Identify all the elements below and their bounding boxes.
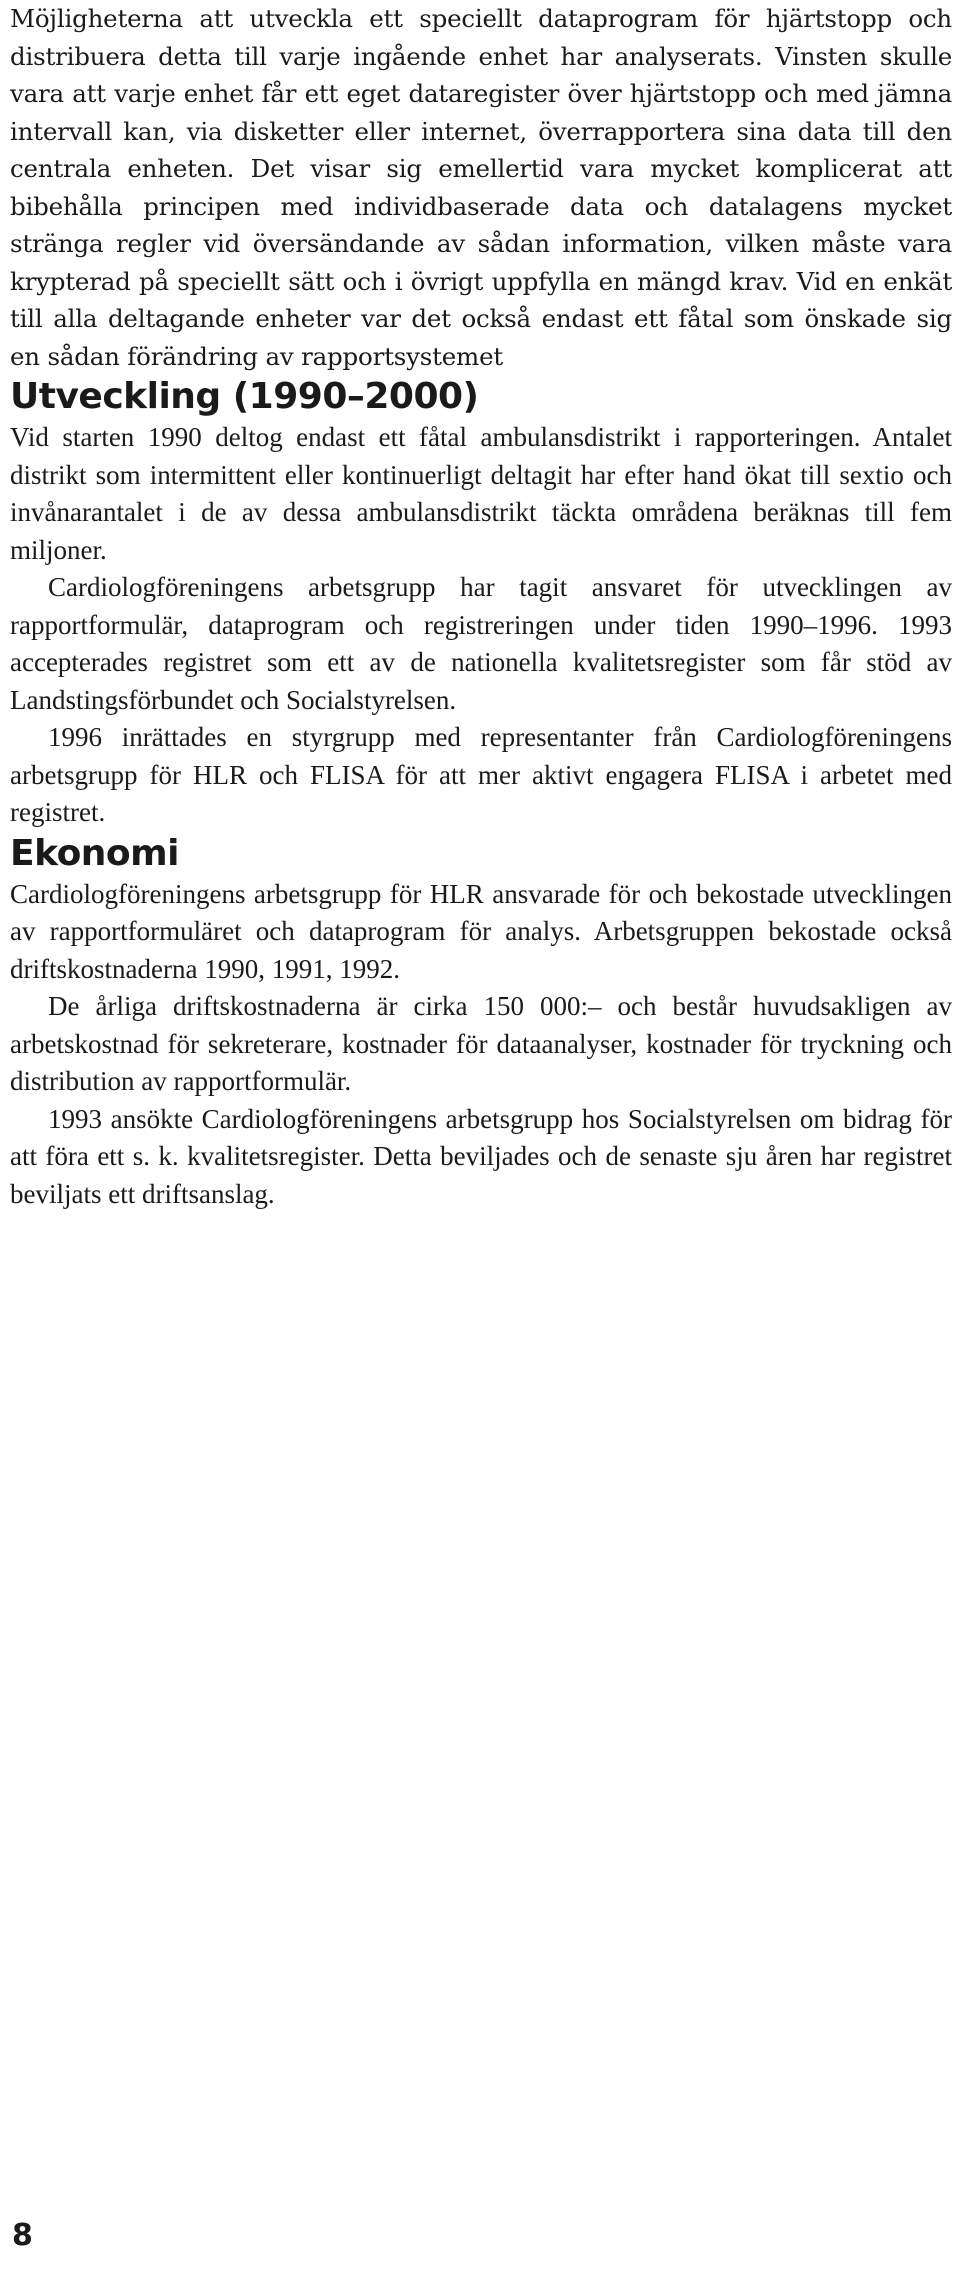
ekonomi-paragraph-3: 1993 ansökte Cardiologföreningens arbetsgrupp hos Socialstyrelsen om bidrag för att föra ett s. k. kvalitetsregister. Detta beviljades och de senaste sju åren har registret beviljats ett driftsanslag. <box>10 1103 952 1209</box>
ekonomi-paragraph-1: Cardiologföreningens arbetsgrupp för HLR ansvarade för och bekostade utvecklingen av rapportformuläret och dataprogram för analys. Arbetsgruppen bekostade också driftskostnaderna 1990, 1991, 1992. <box>10 878 952 984</box>
section-heading-ekonomi: Ekonomi <box>10 832 180 874</box>
intro-paragraph: Möjligheterna att utveckla ett speciellt dataprogram för hjärtstopp och distribuera detta till varje ingående enhet har analyserats. Vinsten skulle vara att varje enhet får ett eget dataregister över hjärtstopp och med jämna intervall kan, via disketter eller internet, överrapportera sina data till den centrala enheten. Det visar sig emellertid vara mycket komplicerat att bibehålla principen med individbaserade data och datalagens mycket stränga regler vid översändande av sådan information, vilken måste vara krypterad på speciellt sätt och i övrigt uppfylla en mängd krav. Vid en enkät till alla deltagande enheter var det också endast ett fåtal som önskade sig en sådan förändring av rapportsystemet <box>10 4 952 371</box>
document-page <box>10 0 952 1213</box>
page-number: 8 <box>12 2218 33 2253</box>
utveckling-paragraph-2: Cardiologföreningens arbetsgrupp har tagit ansvaret för utvecklingen av rapportformulär, dataprogram och registreringen under tiden 1990–1996. 1993 accepterades registret som ett av de nationella kvalitetsregister som får stöd av Landstingsförbundet och Socialstyrelsen. <box>10 572 952 715</box>
utveckling-paragraph-3: 1996 inrättades en styrgrupp med representanter från Cardiologföreningens arbetsgrupp för HLR och FLISA för att mer aktivt engagera FLISA i arbetet med registret. <box>10 722 952 827</box>
ekonomi-paragraph-2: De årliga driftskostnaderna är cirka 150 000:– och består huvudsakligen av arbetskostnad för sekreterare, kostnader för dataanalyser, kostnader för tryckning och distribution av rapportformulär. <box>10 991 952 1096</box>
utveckling-paragraph-1: Vid starten 1990 deltog endast ett fåtal ambulansdistrikt i rapporteringen. Antalet distrikt som intermittent eller kontinuerligt deltagit har efter hand ökat till sextio och invånarantalet i de av dessa ambulansdistrikt täckta områdena beräknas till fem miljoner. <box>10 422 952 565</box>
section-heading-utveckling: Utveckling (1990–2000) <box>10 376 479 417</box>
